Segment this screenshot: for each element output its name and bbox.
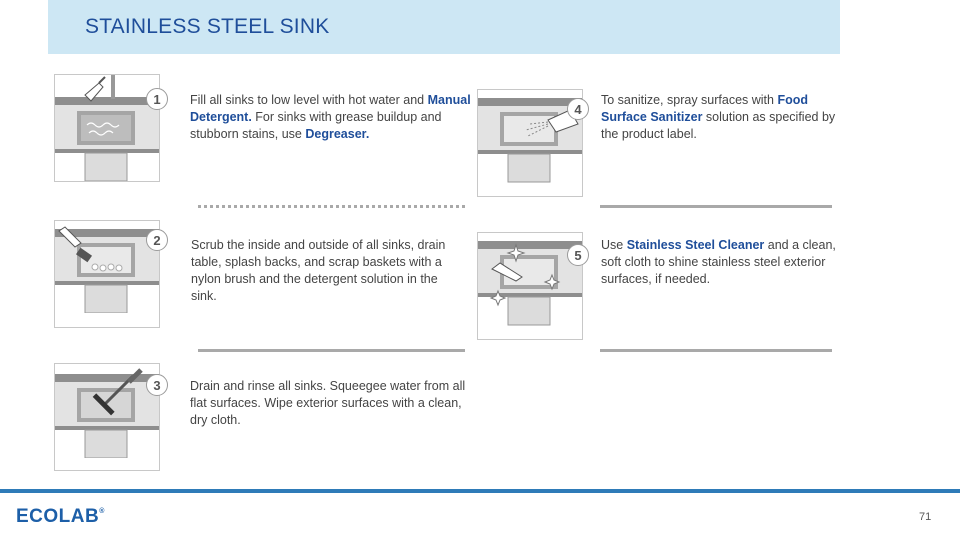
- logo-text: ECOLAB: [16, 506, 100, 527]
- step-1-number-badge: 1: [146, 88, 168, 110]
- step-5-text: [601, 237, 836, 288]
- step-5-text-part: Use: [601, 238, 627, 252]
- footer-rule: [0, 489, 960, 493]
- step-3-illustration: [54, 363, 160, 471]
- step-2-illustration: [54, 220, 160, 328]
- ecolab-logo: [16, 506, 105, 528]
- step-2-number-badge: 2: [146, 229, 168, 251]
- divider: [600, 205, 832, 208]
- step-4-number-badge: 4: [567, 98, 589, 120]
- step-1-text-part: For sinks with grease buildup and stubborn stains, use: [190, 110, 442, 141]
- step-1-illustration: [54, 74, 160, 182]
- step-1-text-part: Fill all sinks to low level with hot water and: [190, 93, 428, 107]
- divider: [198, 205, 465, 208]
- step-2-text-part: Scrub the inside and outside of all sinks, drain table, splash backs, and scrap baskets with a nylon brush and the detergent solution in the sink.: [191, 238, 446, 303]
- step-5-illustration: [477, 232, 583, 340]
- title-band: [48, 0, 840, 54]
- registered-mark: ®: [99, 508, 105, 515]
- page-title: STAINLESS STEEL SINK: [85, 15, 330, 38]
- step-3-text-part: Drain and rinse all sinks. Squeegee water from all flat surfaces. Wipe exterior surfaces with a clean, dry cloth.: [190, 379, 466, 427]
- step-2-text: [191, 237, 456, 305]
- step-3-number-badge: 3: [146, 374, 168, 396]
- step-3-text: [190, 378, 475, 429]
- step-1-product-name: Manual Detergent.: [190, 93, 471, 124]
- step-4-text-part: To sanitize, spray surfaces with: [601, 93, 778, 107]
- divider: [198, 349, 465, 352]
- step-1-product-name: Degreaser.: [305, 127, 370, 141]
- page-number: 71: [919, 511, 932, 523]
- step-4-text-part: solution as specified by the product label.: [601, 110, 836, 141]
- step-5-text-part: and a clean, soft cloth to shine stainless steel exterior surfaces, if needed.: [601, 238, 836, 286]
- step-4-text: [601, 92, 846, 143]
- step-1-text: [190, 92, 475, 143]
- divider: [600, 349, 832, 352]
- step-4-product-name: Food Surface Sanitizer: [601, 93, 809, 124]
- step-5-product-name: Stainless Steel Cleaner: [626, 238, 765, 252]
- step-5-number-badge: 5: [567, 244, 589, 266]
